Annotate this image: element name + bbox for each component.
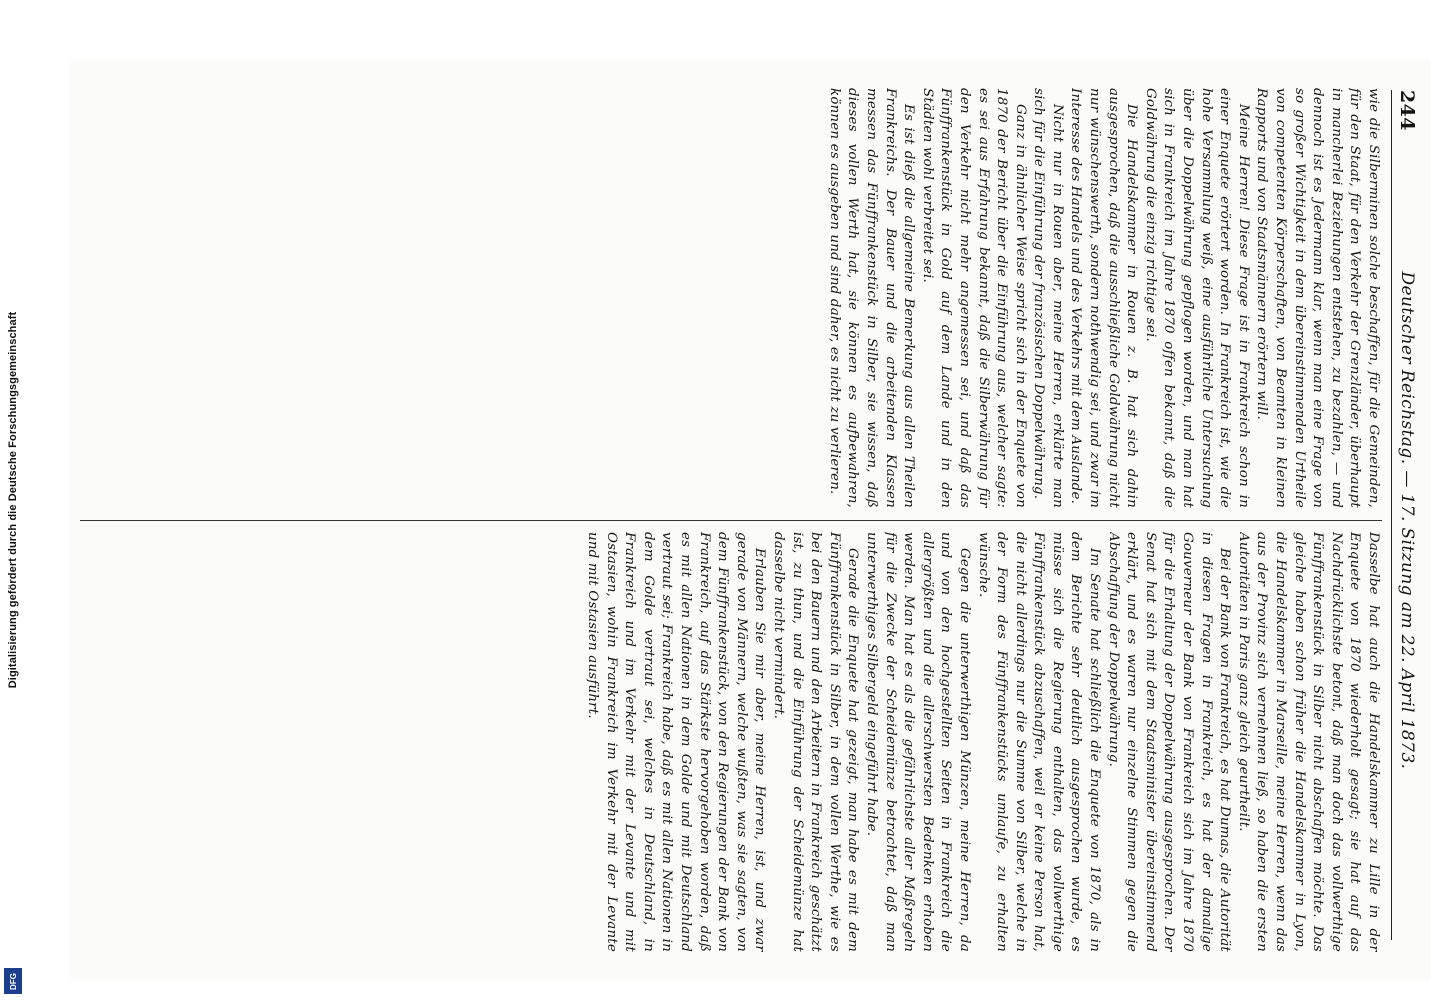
paragraph: Dasselbe hat auch die Handelskammer zu Lille in der Enquete von 1870 wiederholt gesagt; sie hat auf das Nachdrücklichste betont, daß man doch das vollwerthige Fünffrankenstück in Silber nicht abschaffen möchte. Das gleiche haben schon früher die Handelskammer in Lyon, die Handelskammer in Marseille, meine Herren, wenn das aus der Provinz sich vernehmen ließ, so haben die ersten Autoritäten in Paris ganz gleich geurtheilt.: [1235, 532, 1381, 952]
paragraph: wie die Silberminen solche beschaffen, für die Gemeinden, für den Staat, für den Verkehr der Grenzländer, überhaupt in mancherlei Beziehungen entstehen, zu bezahlen, — und dennoch ist es Jedermann klar, wenn man eine Frage von so großer Wichtigkeit in dem übereinstimmenden Urtheile von competenten Körperschaften, von Beamten in kleinen Rapports und von Staatsmännern erörtern will.: [1254, 88, 1381, 508]
paragraph: Bei der Bank von Frankreich, es hat Dumas, die Autorität in diesen Fragen in Frankreich, es hat der damalige Gouverneur der Bank von Frankreich sich im Jahre 1870 für die Erhaltung der Doppelwährung ausgesprochen. Der Senat hat sich mit dem Staatsminister übereinstimmend erklärt, und es waren nur einzelne Stimmen gegen die Abschaffung der Doppelwährung.: [1105, 532, 1233, 952]
paragraph: Gerade die Enquete hat gezeigt, man habe es mit dem Fünffrankenstück in Silber, in dem vollen Werthe, wie es bei den Bauern und den Arbeitern in Frankreich geschätzt ist, zu thun, und die Einführung der Scheidemünze hat dasselbe nicht vermindert.: [771, 532, 861, 952]
dfg-logo: [4, 968, 22, 994]
dfg-logo-label: DFG: [8, 972, 18, 990]
running-title: Deutscher Reichstag. — 17. Sitzung am 22. April 1873.: [1397, 271, 1417, 770]
paragraph: Im Senate hat schließlich die Enquete von 1870, als in dem Berichte sehr deutlich ausgesprochen wurde, es müsse sich die Regierung enthalten, das vollwerthige Fünffrankenstück abzuschaffen, weil er keine Person hat, die nicht allerdings nur die Summe von Silber, welche in der Form des Fünffrankenstücks umlaufe, zu erhalten wünsche.: [975, 532, 1103, 952]
paragraph: Meine Herren! Diese Frage ist in Frankreich schon in einer Enquete erörtert worden. In Frankreich ist, wie die hohe Versammlung weiß, eine ausführliche Untersuchung über die Doppelwährung gepflogen worden, und man hat sich in Frankreich im Jahre 1870 offen bekannt, daß die Goldwährung die einzig richtige sei.: [1142, 88, 1251, 508]
paragraph: Die Handelskammer in Rouen z. B. hat sich dahin ausgesprochen, daß die ausschließliche Goldwährung nicht nur wünschenswerth, sondern nothwendig sei, und zwar im Interesse des Handels und des Verkehrs mit dem Auslande.: [1068, 88, 1140, 508]
rotated-page-content: [70, 70, 1430, 970]
scanned-page: [70, 60, 1430, 980]
page-header: [1391, 90, 1422, 940]
page-number: 244: [1396, 90, 1418, 131]
paragraph: Nicht nur in Rouen aber, meine Herren, erklärte man sich für die Einführung der französischen Doppelwährung.: [1031, 88, 1065, 508]
left-column: [80, 88, 1382, 508]
digitization-credit-text: Digitalisierung gefördert durch die Deutsche Forschungsgemeinschaft: [7, 311, 19, 689]
digitization-credit-strip: [0, 0, 26, 1000]
paragraph: Ganz in ähnlicher Weise spricht sich in der Enquete von 1870 der Bericht über die Einführung aus, welcher sagte: es sei aus Erfahrung bekannt, daß die Silberwährung für den Verkehr nicht mehr angemessen sei, und daß das Fünffrankenstück in Gold auf dem Lande und in den Städten wohl verbreitet sei.: [919, 88, 1028, 508]
paragraph: Es ist dieß die allgemeine Bemerkung aus allen Theilen Frankreichs. Der Bauer und die arbeitenden Klassen messen das Fünffrankenstück in Silber, sie wissen, daß dieses vollen Werth hat, sie können es aufbewahren, können es ausgeben und sind daher, es nicht zu verlieren.: [826, 88, 917, 508]
right-column: [80, 532, 1382, 952]
paragraph: Erlauben Sie mir aber, meine Herren, ist, und zwar gerade von Männern, welche wußten, was sie sagten, von dem Fünffrankenstück, von den Regierungen der Bank von Frankreich, auf das Stärkste hervorgehoben worden, daß es mit allen Nationen in dem Golde und mit Deutschland vertraut sei; Frankreich habe, daß es mit allen Nationen in dem Golde vertraut sei, welches in Deutschland, in Frankreich und im Verkehr mit der Levante und mit Ostasien, wohin Frankreich im Verkehr mit der Levante und mit Ostasien ausführt.: [585, 532, 768, 952]
column-divider: [80, 520, 1382, 521]
paragraph: Gegen die unterwerthigen Münzen, meine Herren, da und von den hochgestellten Seiten in Frankreich die allergrößten und die allerschwersten Bedenken erhoben werden. Man hat es als die gefährlichste aller Maßregeln für die Zwecke der Scheidemünze betrachtet, daß man unterwerthiges Silbergeld eingeführt habe.: [863, 532, 972, 952]
